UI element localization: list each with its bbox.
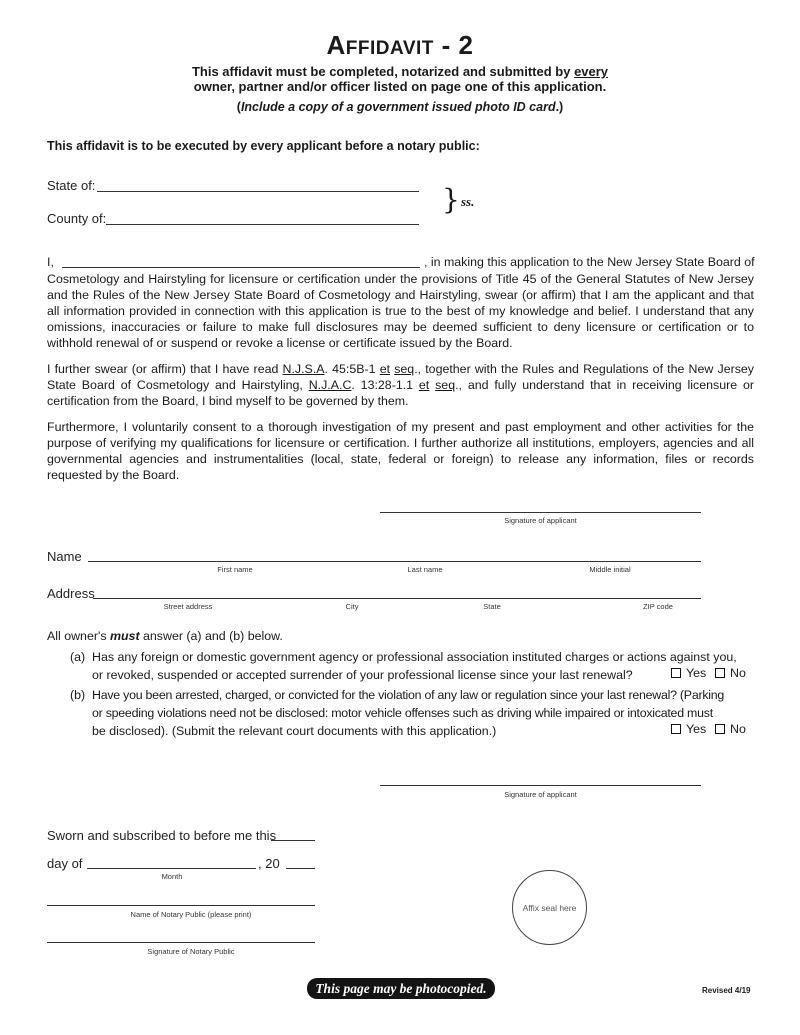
notary-name-caption: Name of Notary Public (please print) — [130, 910, 252, 919]
njac-ref: N.J.A.C — [308, 378, 352, 392]
name-label: Name — [47, 549, 82, 564]
p1-after-blank: , in making this application to the New Jersey State Board of — [424, 255, 755, 269]
question-a-line2: or revoked, suspended or accepted surrender of your professional license since your last renewal? — [92, 668, 633, 682]
applicant-name-field[interactable] — [62, 267, 420, 268]
subtitle-line1: This affidavit must be completed, notarized and submitted by — [191, 64, 575, 79]
address-field[interactable] — [93, 598, 701, 599]
city-caption: City — [345, 602, 359, 611]
month-caption: Month — [161, 872, 183, 881]
county-label: County of: — [47, 211, 107, 226]
p2-text: . 13:28-1.1 — [351, 378, 419, 392]
notary-seal-area — [512, 870, 587, 945]
brace-symbol: } — [442, 183, 460, 216]
question-b-line3: be disclosed). (Submit the relevant court documents with this application.) — [92, 724, 497, 738]
question-b-yes[interactable] — [671, 722, 706, 736]
njsa-ref: N.J.S.A — [282, 362, 325, 376]
note-text: Include a copy of a government issued photo ID card — [240, 100, 556, 114]
notary-name-field[interactable] — [47, 905, 315, 906]
yes-label: Yes — [686, 722, 707, 736]
et-ref: et — [418, 378, 430, 392]
paragraph-1: Cosmetology and Hairstyling for licensure or certification under the provisions of Title 45 of the General Statutes of New Jersey and the Rules of the New Jersey State Board of Cosmetology and Hairstyling, swear (or affirm) that I am the applicant and that all information provided in connection with this application is true to the best of my knowledge and belief. I understand that any omissions, inaccuracies or failure to make full disclosures may be deemed sufficient to deny licensure or certification or to withhold renewal of or suspend or revoke a license or certificate issued by the Board. — [47, 272, 754, 350]
revised-date: Revised 4/19 — [702, 986, 751, 995]
state-field[interactable] — [97, 191, 419, 192]
intro-must: must — [109, 629, 140, 643]
state-caption: State — [483, 602, 501, 611]
subtitle-every: every — [574, 64, 609, 79]
applicant-signature-field-2[interactable] — [380, 785, 701, 786]
question-b-line2: or speeding violations need not be disclosed: motor vehicle offenses such as driving while impaired or intoxicated must — [92, 706, 713, 720]
title-initial: A — [326, 30, 346, 60]
seq-ref: seq — [394, 362, 415, 376]
p2-text: . 45:5B-1 — [324, 362, 380, 376]
p1-start: I, — [47, 255, 54, 269]
paragraph-3: Furthermore, I voluntarily consent to a thorough investigation of my present and past employment and other activities for the purpose of verifying my qualifications for licensure or certification. I further authorize all institutions, employers, agencies and all governmental agencies and instrumentalities (local, state, federal or foreign) to release any information, files or records requested by the Board. — [47, 420, 754, 482]
seq-ref: seq — [435, 378, 456, 392]
state-label: State of: — [47, 178, 96, 193]
no-label: No — [730, 666, 746, 680]
notary-signature-field[interactable] — [47, 942, 315, 943]
et-ref: et — [379, 362, 391, 376]
question-b-line1: Have you been arrested, charged, or convicted for the violation of any law or regulation since your last renewal? (Parking — [92, 688, 725, 702]
photocopy-badge: This page may be photocopied. — [307, 978, 495, 999]
notary-signature-caption: Signature of Notary Public — [147, 947, 235, 956]
question-a-no[interactable] — [715, 666, 746, 680]
p2-text: I further swear (or affirm) that I have read — [47, 362, 283, 376]
no-label: No — [730, 722, 746, 736]
address-label: Address — [47, 586, 95, 601]
zip-caption: ZIP code — [643, 602, 673, 611]
year-field[interactable] — [286, 868, 315, 869]
year-prefix: , 20 — [258, 856, 280, 871]
question-a-line1: Has any foreign or domestic government agency or professional association instituted charges or actions against you, — [92, 650, 737, 664]
title-rest: FFIDAVIT — [345, 38, 434, 59]
ss-label: ss. — [461, 194, 475, 209]
seal-label: Affix seal here — [522, 902, 577, 913]
checkbox-icon[interactable] — [671, 724, 681, 734]
day-of-label: day of — [47, 856, 83, 871]
note-open: ( — [236, 100, 241, 114]
applicant-signature-field[interactable] — [380, 512, 701, 513]
intro-text: All owner's — [47, 629, 110, 643]
p2-text: ., and fully understand that in receiving licensure or certification from the Board, I bind myself to be governed by them. — [47, 378, 754, 408]
last-name-caption: Last name — [407, 565, 443, 574]
county-field[interactable] — [106, 224, 419, 225]
subtitle-line2: owner, partner and/or officer listed on page one of this application. — [193, 79, 607, 94]
questions-intro — [47, 627, 283, 645]
signature-caption: Signature of applicant — [504, 516, 577, 525]
checkbox-icon[interactable] — [715, 668, 725, 678]
intro-text: answer (a) and (b) below. — [139, 629, 283, 643]
notary-instruction: This affidavit is to be executed by every applicant before a notary public: — [47, 139, 480, 153]
question-a-marker: (a) — [70, 650, 86, 664]
middle-initial-caption: Middle initial — [589, 565, 631, 574]
page-title — [0, 30, 800, 61]
question-b-marker: (b) — [70, 688, 86, 702]
note-close: .) — [555, 100, 564, 114]
subtitle — [0, 64, 800, 94]
paragraph-2 — [47, 361, 754, 409]
first-name-caption: First name — [217, 565, 253, 574]
name-field[interactable] — [88, 561, 701, 562]
title-suffix: - 2 — [433, 30, 474, 60]
yes-label: Yes — [686, 666, 707, 680]
signature-caption-2: Signature of applicant — [504, 790, 577, 799]
photo-id-note — [0, 100, 800, 114]
sworn-day-field[interactable] — [271, 840, 315, 841]
question-a-yes[interactable] — [671, 666, 706, 680]
question-b-no[interactable] — [715, 722, 746, 736]
street-caption: Street address — [163, 602, 213, 611]
checkbox-icon[interactable] — [671, 668, 681, 678]
checkbox-icon[interactable] — [715, 724, 725, 734]
month-field[interactable] — [87, 868, 256, 869]
sworn-label: Sworn and subscribed to before me this — [47, 828, 277, 843]
p2-text: ., together with the Rules and Regulations of the New Jersey State Board of Cosmetology and Hairstyling, — [47, 362, 754, 392]
